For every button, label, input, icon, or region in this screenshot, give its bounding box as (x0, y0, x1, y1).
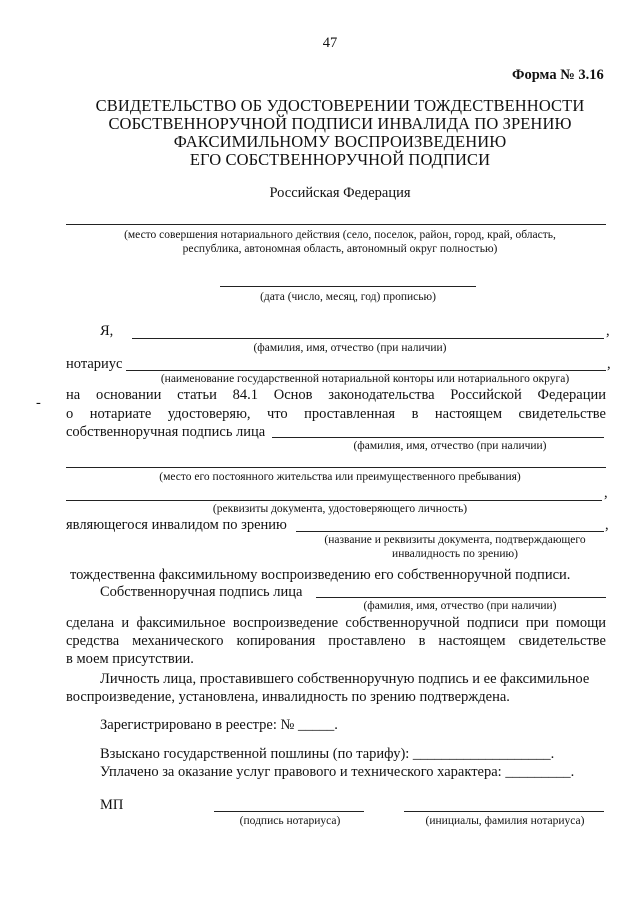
margin-mark: - (36, 395, 41, 411)
hint-fio-person: (фамилия, имя, отчество (при наличии) (353, 440, 547, 452)
notary-name-line[interactable] (404, 811, 604, 812)
state-fee: Взыскано государственной пошлины (по тарифу): ___________________. (100, 746, 555, 762)
title-line-1: СВИДЕТЕЛЬСТВО ОБ УДОСТОВЕРЕНИИ ТОЖДЕСТВЕННОСТИ (95, 96, 585, 115)
notary-signature-line[interactable] (214, 811, 364, 812)
notary-label: нотариус (66, 356, 123, 372)
person-fio-line[interactable] (272, 437, 604, 438)
hint-disability-1: (название и реквизиты документа, подтверждающего (324, 534, 586, 546)
made-line-1: сделана и факсимильное воспроизведение собственноручной подписи при помощи (66, 615, 606, 631)
services-fee: Уплачено за оказание услуг правового и технического характера: _________. (100, 764, 575, 780)
ya-label: Я, (100, 323, 114, 339)
basis-line-3: собственноручная подпись лица (66, 424, 266, 440)
identity-line-1: Личность лица, проставившего собственноручную подпись и ее факсимильное (100, 671, 590, 687)
signature-label: Собственноручная подпись лица (100, 584, 303, 600)
form-label: Форма № 3.16 (512, 67, 604, 83)
hint-office: (наименование государственной нотариальной конторы или нотариального округа) (160, 373, 570, 385)
hint-notary-sign: (подпись нотариуса) (239, 815, 341, 827)
hint-place-1: (место совершения нотариального действия (село, поселок, район, город, край, область, (124, 229, 556, 241)
identity-line-2: воспроизведение, установлена, инвалидность по зрению подтверждена. (66, 689, 510, 705)
country: Российская Федерация (269, 185, 411, 201)
identical-text: тождественна факсимильному воспроизведению его собственноручной подписи. (70, 567, 571, 583)
fio-line[interactable] (132, 338, 604, 339)
id-doc-line[interactable] (66, 500, 602, 501)
made-line-2: средства механического копирования проставлено в настоящем свидетельстве (66, 633, 606, 649)
made-line-3: в моем присутствии. (66, 651, 194, 667)
hint-place-2: республика, автономная область, автономный округ полностью) (182, 243, 498, 255)
title-line-3: ФАКСИМИЛЬНОМУ ВОСПРОИЗВЕДЕНИЮ (173, 132, 507, 151)
basis-line-2: о нотариате удостоверяю, что проставленная в настоящем свидетельстве (66, 406, 606, 422)
title-line-4: ЕГО СОБСТВЕННОРУЧНОЙ ПОДПИСИ (189, 150, 491, 169)
hint-notary-name: (инициалы, фамилия нотариуса) (425, 815, 585, 827)
residence-line[interactable] (66, 467, 606, 468)
hint-disability-2: инвалидность по зрению) (392, 548, 518, 560)
basis-line-1: на основании статьи 84.1 Основ законодательства Российской Федерации (66, 387, 606, 403)
registry-number: Зарегистрировано в реестре: № _____. (100, 717, 338, 733)
hint-residence: (место его постоянного жительства или преимущественного пребывания) (159, 471, 521, 483)
seal-mark: МП (100, 797, 124, 813)
page-number: 47 (322, 35, 338, 51)
hint-fio-signature: (фамилия, имя, отчество (при наличии) (363, 600, 557, 612)
hint-id-doc: (реквизиты документа, удостоверяющего личность) (212, 503, 468, 515)
hint-date: (дата (число, месяц, год) прописью) (260, 291, 436, 303)
date-line[interactable] (220, 286, 476, 287)
signature-fio-line[interactable] (316, 597, 606, 598)
hint-fio: (фамилия, имя, отчество (при наличии) (253, 342, 447, 354)
title-line-2: СОБСТВЕННОРУЧНОЙ ПОДПИСИ ИНВАЛИДА ПО ЗРЕНИЮ (108, 114, 572, 133)
place-line[interactable] (66, 224, 606, 225)
disabled-label: являющегося инвалидом по зрению (66, 517, 287, 533)
disability-doc-line[interactable] (296, 531, 604, 532)
notary-office-line[interactable] (126, 370, 606, 371)
